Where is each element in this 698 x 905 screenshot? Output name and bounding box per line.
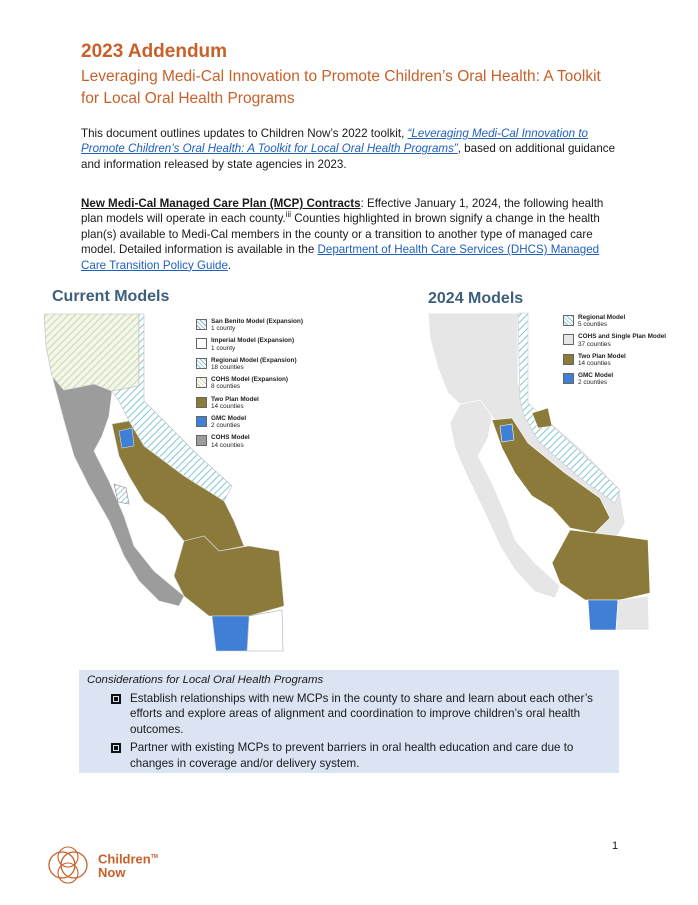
legend-count: 18 counties (211, 364, 244, 372)
legend-swatch (196, 435, 207, 446)
legend-item (563, 314, 666, 328)
legend-count: 5 counties (578, 321, 608, 329)
intro-text-end: , based on additional guidance and information released by state agencies in 2023. (81, 142, 616, 171)
mcp-paragraph (81, 196, 626, 273)
legend-label: COHS Model (211, 434, 250, 442)
current-models-legend (196, 318, 303, 454)
document-subtitle: Leveraging Medi-Cal Innovation to Promote Children’s Oral Health: A Toolkit for Local Oral Health Programs (81, 68, 601, 107)
legend-swatch (196, 319, 207, 330)
legend-count: 8 counties (211, 383, 241, 391)
legend-item (196, 318, 303, 332)
legend-label: GMC Model (578, 372, 614, 380)
future-models-legend (563, 314, 666, 392)
legend-swatch (196, 377, 207, 388)
legend-count: 2 counties (211, 422, 241, 430)
region-imperial (616, 596, 649, 630)
region-gmc-sacramento (500, 424, 514, 442)
logo-line-2: Now (98, 865, 126, 881)
legend-item (196, 434, 303, 448)
region-two-plan-south (552, 530, 650, 600)
list-item (111, 740, 611, 771)
region-north-cohs-expansion (44, 314, 139, 391)
legend-item (196, 396, 303, 410)
legend-swatch (563, 334, 574, 345)
legend-label: Regional Model (Expansion) (211, 356, 297, 364)
legend-item (196, 376, 303, 390)
dhcs-guide-link[interactable]: Department of Health Care Services (DHCS) Managed Care Transition Policy Guide (81, 243, 600, 272)
legend-item (196, 357, 303, 371)
legend-item (563, 333, 666, 347)
legend-item (196, 337, 303, 351)
legend-count: 37 counties (578, 340, 611, 348)
legend-item (563, 372, 666, 386)
region-imperial (247, 610, 283, 651)
legend-count: 1 county (211, 325, 236, 333)
region-gmc-san-diego (588, 600, 618, 630)
consideration-text: Establish relationships with new MCPs in the county to share and learn about each other’s efforts and explore areas of alignment and coordination to improve children’s oral health outcomes. (130, 692, 593, 736)
overlapping-circles-logo-icon (46, 845, 92, 885)
children-now-logo (46, 845, 158, 885)
toolkit-link[interactable]: “Leveraging Medi-Cal Innovation to Promote Children’s Oral Health: A Toolkit for Local Oral Health Programs” (81, 127, 588, 156)
legend-label: Imperial Model (Expansion) (211, 337, 295, 345)
logo-trademark: TM (150, 853, 158, 860)
page-number: 1 (612, 840, 619, 852)
logo-line-1: Children (98, 851, 151, 867)
considerations-title: Considerations for Local Oral Health Programs (87, 674, 324, 686)
legend-label: COHS and Single Plan Model (578, 333, 667, 341)
endnote-marker: iii (285, 210, 292, 220)
intro-paragraph (81, 126, 626, 172)
region-gmc-sacramento (119, 428, 134, 448)
legend-item (563, 353, 666, 367)
legend-label: Two Plan Model (211, 395, 259, 403)
legend-count: 14 counties (211, 402, 244, 410)
consideration-text: Partner with existing MCPs to prevent barriers in oral health education and care due to changes in coverage and/or delivery system. (130, 741, 574, 770)
region-gmc-san-diego (212, 616, 249, 651)
legend-swatch (563, 315, 574, 326)
legend-label: Two Plan Model (578, 352, 626, 360)
legend-label: COHS Model (Expansion) (211, 376, 289, 384)
document-title: 2023 Addendum (81, 41, 228, 62)
list-item (111, 691, 611, 737)
legend-swatch (196, 416, 207, 427)
legend-swatch (563, 354, 574, 365)
legend-label: Regional Model (578, 314, 626, 321)
considerations-box (79, 670, 619, 773)
mcp-text-end: . (227, 258, 232, 272)
mcp-text: : Effective January 1, 2024, the following health plan models will operate in each county. (81, 197, 604, 226)
legend-count: 14 counties (211, 441, 244, 449)
legend-label: GMC Model (211, 415, 247, 423)
legend-item (196, 415, 303, 429)
legend-count: 1 county (211, 344, 236, 352)
intro-text: This document outlines updates to Children Now’s 2022 toolkit, (81, 127, 408, 140)
future-models-heading: 2024 Models (428, 290, 524, 307)
legend-count: 14 counties (578, 360, 611, 368)
legend-count: 2 counties (578, 379, 608, 387)
current-models-heading: Current Models (52, 288, 170, 305)
legend-swatch (196, 358, 207, 369)
mcp-heading: New Medi-Cal Managed Care Plan (MCP) Contracts (81, 197, 361, 210)
mcp-text-2: Counties highlighted in brown signify a change in the health plan(s) available to Medi-Cal members in the county or a transition to another type of managed care model. Detailed information is available in the (81, 212, 600, 257)
legend-swatch (563, 373, 574, 384)
legend-label: San Benito Model (Expansion) (211, 318, 303, 325)
legend-swatch (196, 397, 207, 408)
square-bullet-icon (111, 694, 121, 704)
square-bullet-icon (111, 743, 121, 753)
logo-wordmark (98, 850, 158, 880)
legend-swatch (196, 338, 207, 349)
